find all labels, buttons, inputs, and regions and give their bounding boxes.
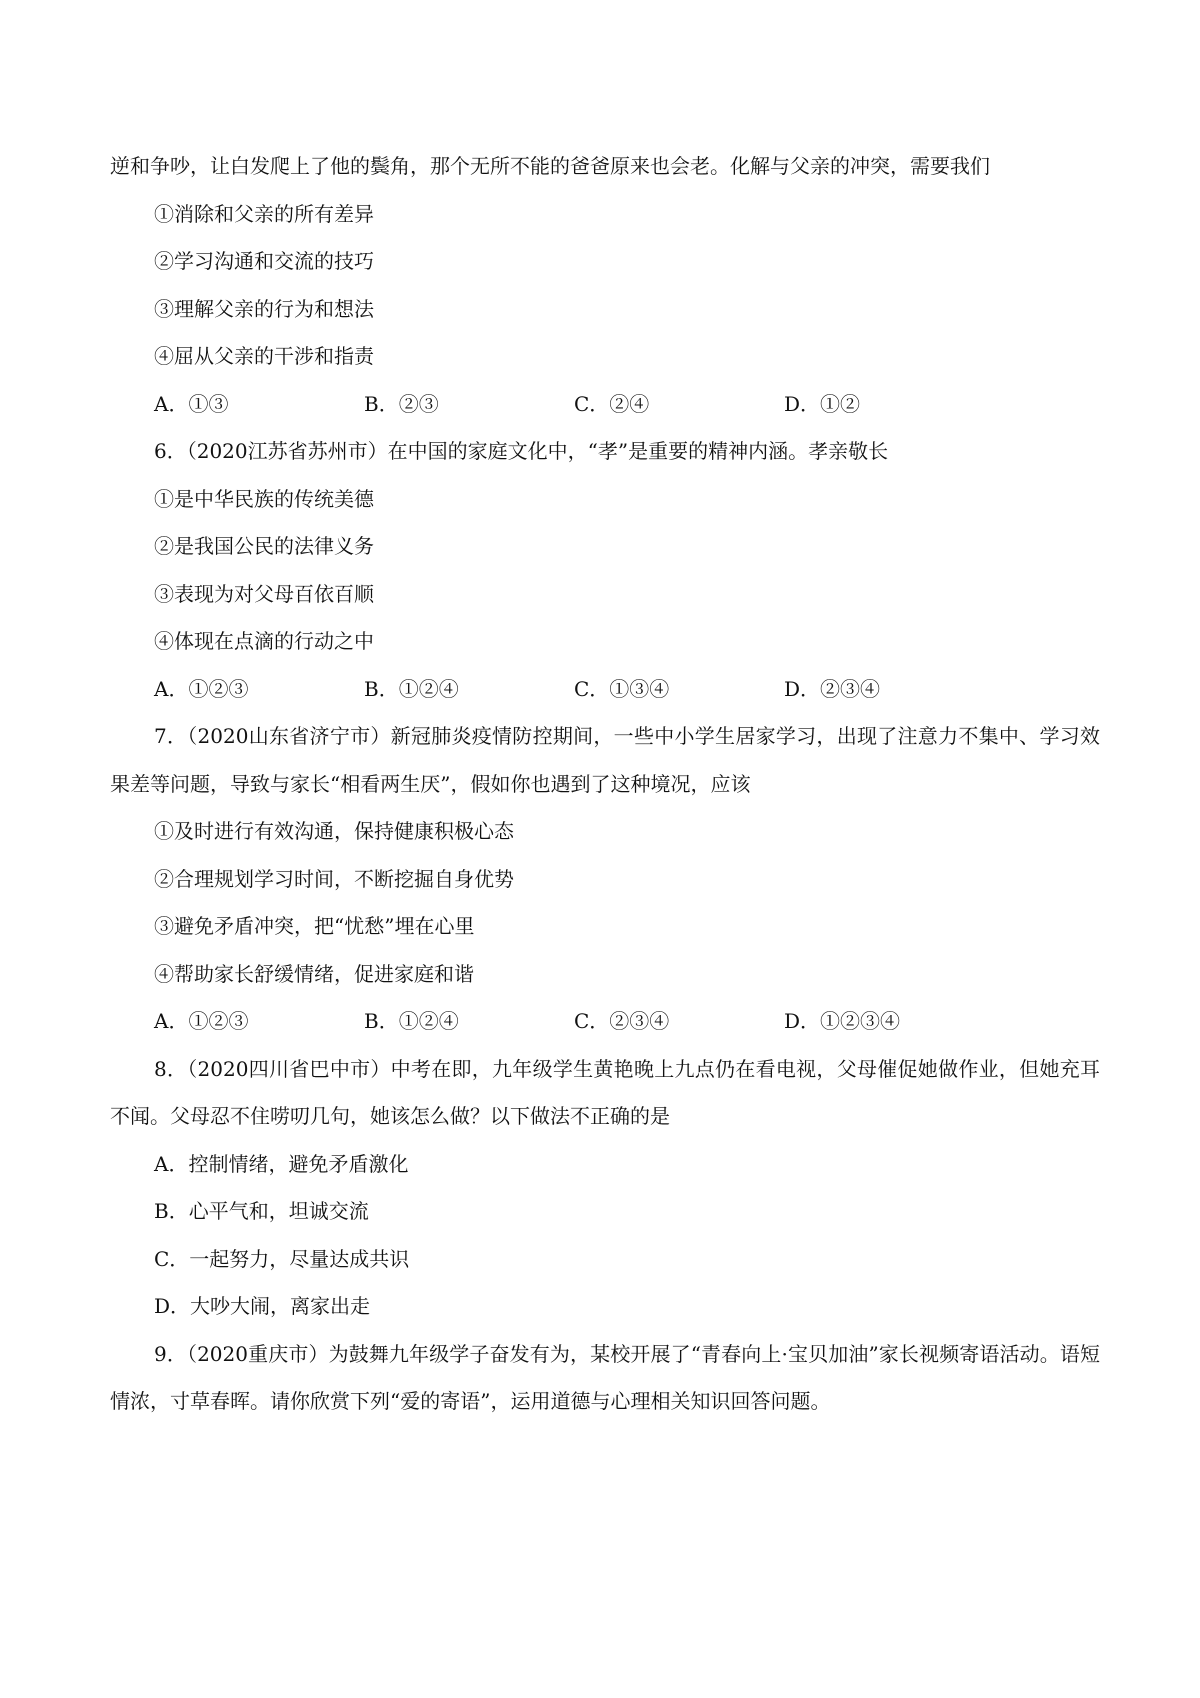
q7-item-2: ②合理规划学习时间，不断挖掘自身优势 — [154, 866, 514, 891]
q6-option-c: C．①③④ — [574, 676, 670, 701]
q7-option-b: B．①②④ — [364, 1009, 459, 1033]
q6-option-b: B．①②④ — [364, 676, 459, 701]
q5-item-4: ④屈从父亲的干涉和指责 — [154, 344, 374, 368]
q6-item-4: ④体现在点滴的行动之中 — [154, 629, 374, 653]
q5-stem-tail: 逆和争吵，让白发爬上了他的鬓角，那个无所不能的爸爸原来也会老。化解与父亲的冲突，需要我们 — [110, 154, 990, 178]
q7-option-a: A．①②③ — [154, 1009, 249, 1033]
q6-option-a: A．①②③ — [154, 676, 249, 701]
q5-option-d: D．①② — [784, 391, 861, 416]
q5-option-c: C．②④ — [574, 391, 650, 416]
q7-item-1: ①及时进行有效沟通，保持健康积极心态 — [154, 819, 514, 843]
q7-item-3: ③避免矛盾冲突，把“忧愁”埋在心里 — [154, 914, 475, 938]
q5-option-b: B．②③ — [364, 391, 439, 416]
q6-options — [110, 666, 1100, 714]
q7-stem: 7．（2020山东省济宁市）新冠肺炎疫情防控期间，一些中小学生居家学习，出现了注意力不集中、学习效果差等问题，导致与家长“相看两生厌”，假如你也遇到了这种境况，应该 — [110, 724, 1100, 796]
q6-stem: 6．（2020江苏省苏州市）在中国的家庭文化中，“孝”是重要的精神内涵。孝亲敬长 — [154, 439, 889, 463]
q6-item-1: ①是中华民族的传统美德 — [154, 486, 374, 511]
q5-item-1: ①消除和父亲的所有差异 — [154, 201, 374, 226]
q8-option-c: C．一起努力，尽量达成共识 — [154, 1246, 410, 1271]
q5-item-2: ②学习沟通和交流的技巧 — [154, 249, 374, 273]
q6-item-2: ②是我国公民的法律义务 — [154, 534, 374, 558]
q8-option-b: B．心平气和，坦诚交流 — [154, 1199, 369, 1223]
q5-option-a: A．①③ — [154, 391, 229, 416]
q9-stem: 9．（2020重庆市）为鼓舞九年级学子奋发有为，某校开展了“青春向上·宝贝加油”家长视频寄语活动。语短情浓，寸草春晖。请你欣赏下列“爱的寄语”，运用道德与心理相关知识回答问题。 — [110, 1341, 1100, 1413]
q8-option-a: A．控制情绪，避免矛盾激化 — [154, 1151, 409, 1176]
q6-item-3: ③表现为对父母百依百顺 — [154, 581, 374, 606]
q8-option-d: D．大吵大闹，离家出走 — [154, 1294, 371, 1318]
question-content — [110, 143, 1100, 1426]
q7-item-4: ④帮助家长舒缓情绪，促进家庭和谐 — [154, 961, 474, 986]
q7-options — [110, 998, 1100, 1046]
q7-option-d: D．①②③④ — [784, 1009, 901, 1033]
q7-option-c: C．②③④ — [574, 1009, 670, 1033]
q5-options — [110, 381, 1100, 429]
q5-item-3: ③理解父亲的行为和想法 — [154, 296, 374, 321]
q8-stem: 8．（2020四川省巴中市）中考在即，九年级学生黄艳晚上九点仍在看电视，父母催促她做作业，但她充耳不闻。父母忍不住唠叨几句，她该怎么做？以下做法不正确的是 — [110, 1056, 1100, 1128]
q6-option-d: D．②③④ — [784, 676, 881, 701]
